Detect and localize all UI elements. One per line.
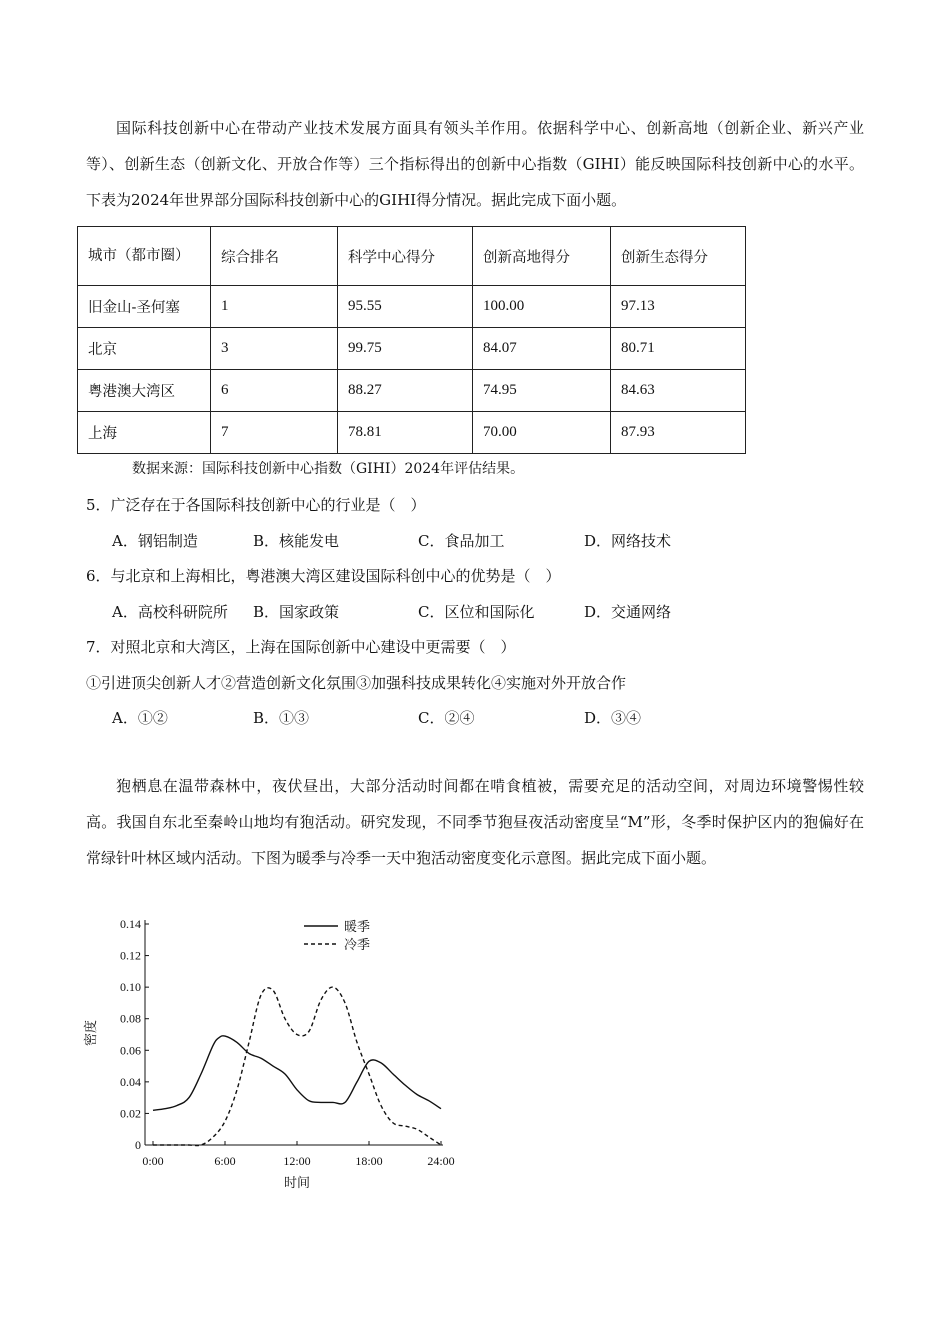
y-tick-label: 0.14 — [120, 917, 141, 931]
table-cell: 上海 — [78, 412, 211, 454]
question-6-option-c: C．区位和国际化 — [418, 603, 535, 621]
table-cell: 旧金山-圣何塞 — [78, 286, 211, 328]
question-7-option-c: C．②④ — [418, 709, 475, 727]
y-axis-label: 密度 — [83, 1019, 98, 1047]
table-row — [78, 412, 746, 454]
cold-season-line — [153, 987, 441, 1146]
table-cell: 80.71 — [611, 328, 746, 370]
y-tick-label: 0.10 — [120, 980, 141, 995]
table-cell: 87.93 — [611, 412, 746, 454]
x-tick-label: 6:00 — [214, 1154, 236, 1168]
table-header-cell: 城市（都市圈） — [78, 227, 211, 286]
x-tick-label: 24:00 — [427, 1154, 455, 1168]
table-cell: 99.75 — [338, 328, 473, 370]
table-cell: 粤港澳大湾区 — [78, 370, 211, 412]
table-cell: 74.95 — [473, 370, 611, 412]
table-header-cell: 科学中心得分 — [338, 227, 473, 286]
table-header-cell: 创新生态得分 — [611, 227, 746, 286]
y-tick-label: 0.04 — [120, 1074, 141, 1089]
table-header-cell: 创新高地得分 — [473, 227, 611, 286]
table-cell: 70.00 — [473, 412, 611, 454]
question-6-option-d: D．交通网络 — [584, 603, 672, 621]
table-cell: 78.81 — [338, 412, 473, 454]
table-cell: 7 — [211, 412, 338, 454]
x-tick-label: 0:00 — [142, 1154, 164, 1168]
y-tick-label: 0.08 — [120, 1011, 141, 1026]
table-cell: 84.07 — [473, 328, 611, 370]
table-cell: 6 — [211, 370, 338, 412]
table-cell: 北京 — [78, 328, 211, 370]
question-6-stem: 6．与北京和上海相比，粤港澳大湾区建设国际科创中心的优势是（ ） — [86, 567, 561, 585]
table-row — [78, 286, 746, 328]
legend-warm-label: 暖季 — [344, 919, 371, 934]
intro-paragraph-2: 狍栖息在温带森林中，夜伏昼出，大部分活动时间都在啃食植被，需要充足的活动空间，对周边环境警惕性较高。我国自东北至秦岭山地均有狍活动。研究发现，不同季节狍昼夜活动密度呈“M”形，冬季时保护区内的狍偏好在常绿针叶林区域内活动。下图为暖季与冷季一天中狍活动密度变化示意图。据此完成下面小题。 — [86, 777, 864, 867]
question-7-statements: ①引进顶尖创新人才②营造创新文化氛围③加强科技成果转化④实施对外开放合作 — [86, 674, 627, 692]
table-header-cell: 综合排名 — [211, 227, 338, 286]
table-cell: 3 — [211, 328, 338, 370]
question-6-option-b: B．国家政策 — [253, 603, 340, 621]
question-5-option-a: A．钢铝制造 — [112, 532, 198, 550]
question-5-stem: 5．广泛存在于各国际科技创新中心的行业是（ ） — [86, 496, 426, 514]
table-cell: 88.27 — [338, 370, 473, 412]
table-cell: 100.00 — [473, 286, 611, 328]
table-row — [78, 370, 746, 412]
gihi-table — [77, 226, 746, 454]
x-tick-label: 18:00 — [355, 1154, 383, 1168]
warm-season-line — [153, 1036, 441, 1111]
table-cell: 97.13 — [611, 286, 746, 328]
table-cell: 1 — [211, 286, 338, 328]
intro-paragraph: 国际科技创新中心在带动产业技术发展方面具有领头羊作用。依据科学中心、创新高地（创新企业、新兴产业等）、创新生态（创新文化、开放合作等）三个指标得出的创新中心指数（GIHI）能反映国际科技创新中心的水平。下表为2024年世界部分国际科技创新中心的GIHI得分情况。据此完成下面小题。 — [86, 119, 864, 209]
question-5-option-b: B．核能发电 — [253, 532, 340, 550]
y-tick-label: 0 — [135, 1138, 141, 1152]
question-5-option-d: D．网络技术 — [584, 532, 672, 550]
table-cell: 84.63 — [611, 370, 746, 412]
question-5-option-c: C．食品加工 — [418, 532, 505, 550]
question-7-option-a: A．①② — [112, 709, 168, 727]
question-6-option-a: A．高校科研院所 — [112, 603, 228, 621]
legend-cold-label: 冷季 — [344, 937, 371, 952]
table-cell: 95.55 — [338, 286, 473, 328]
activity-density-chart — [80, 905, 480, 1205]
y-tick-label: 0.12 — [120, 948, 141, 963]
table-row — [78, 328, 746, 370]
y-tick-label: 0.02 — [120, 1106, 141, 1121]
question-7-stem: 7．对照北京和大湾区，上海在国际创新中心建设中更需要（ ） — [86, 638, 516, 656]
question-7-option-b: B．①③ — [253, 709, 310, 727]
table-header-row — [78, 227, 746, 286]
x-axis-label: 时间 — [283, 1175, 311, 1190]
question-7-option-d: D．③④ — [584, 709, 642, 727]
y-tick-label: 0.06 — [120, 1043, 141, 1058]
table-source-note: 数据来源：国际科技创新中心指数（GIHI）2024年评估结果。 — [132, 461, 525, 477]
x-tick-label: 12:00 — [283, 1154, 311, 1168]
